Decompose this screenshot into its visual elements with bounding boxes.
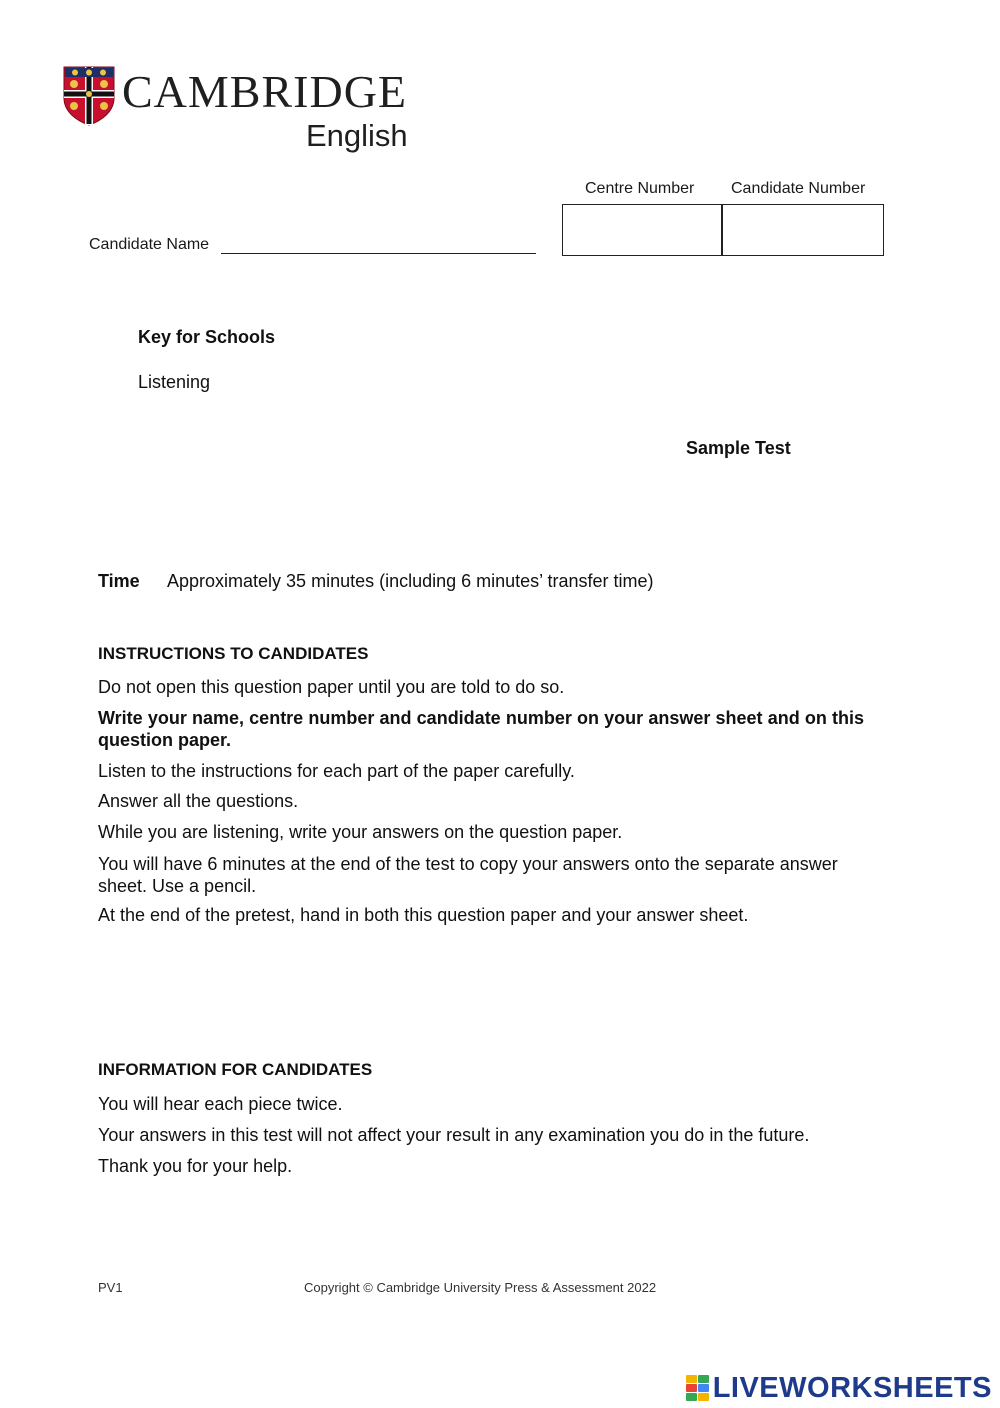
paper-code: PV1 bbox=[98, 1280, 123, 1295]
instruction-item: While you are listening, write your answers on the question paper. bbox=[98, 822, 623, 842]
centre-number-field[interactable] bbox=[562, 204, 723, 256]
exam-title: Key for Schools bbox=[138, 327, 276, 347]
liveworksheets-watermark bbox=[686, 1372, 992, 1404]
candidate-number-field[interactable] bbox=[721, 204, 884, 256]
information-heading: INFORMATION FOR CANDIDATES bbox=[98, 1060, 373, 1079]
copyright-notice: Copyright © Cambridge University Press & Assessment 2022 bbox=[304, 1280, 657, 1295]
information-item: Your answers in this test will not affect your result in any examination you do in the future. bbox=[98, 1125, 810, 1145]
instruction-item: Do not open this question paper until you are told to do so. bbox=[98, 677, 565, 697]
time-value: Approximately 35 minutes (including 6 minutes’ transfer time) bbox=[167, 571, 654, 591]
test-type: Sample Test bbox=[686, 438, 791, 458]
instruction-item: Write your name, centre number and candidate number on your answer sheet and on this question paper. bbox=[98, 708, 864, 750]
time-label: Time bbox=[98, 571, 140, 591]
instruction-item: Listen to the instructions for each part of the paper carefully. bbox=[98, 761, 575, 781]
exam-paper: Listening bbox=[138, 372, 211, 392]
instruction-item: You will have 6 minutes at the end of the test to copy your answers onto the separate answer sheet. Use a pencil. bbox=[98, 854, 838, 896]
centre-number-label: Centre Number bbox=[585, 180, 695, 197]
candidate-name-label: Candidate Name bbox=[89, 236, 210, 253]
instructions-heading: INSTRUCTIONS TO CANDIDATES bbox=[98, 644, 369, 663]
candidate-number-label: Candidate Number bbox=[731, 180, 866, 197]
instruction-item: At the end of the pretest, hand in both this question paper and your answer sheet. bbox=[98, 905, 749, 925]
liveworksheets-blocks-icon bbox=[686, 1375, 709, 1401]
instruction-item: Answer all the questions. bbox=[98, 791, 299, 811]
brand-wordmark: CAMBRIDGE bbox=[122, 66, 408, 117]
information-item: You will hear each piece twice. bbox=[98, 1094, 343, 1114]
brand-subtitle: English bbox=[306, 118, 408, 153]
information-item: Thank you for your help. bbox=[98, 1156, 293, 1176]
candidate-name-field[interactable] bbox=[221, 253, 536, 254]
liveworksheets-text: LIVEWORKSHEETS bbox=[712, 1371, 992, 1404]
university-crest-icon bbox=[63, 66, 115, 126]
